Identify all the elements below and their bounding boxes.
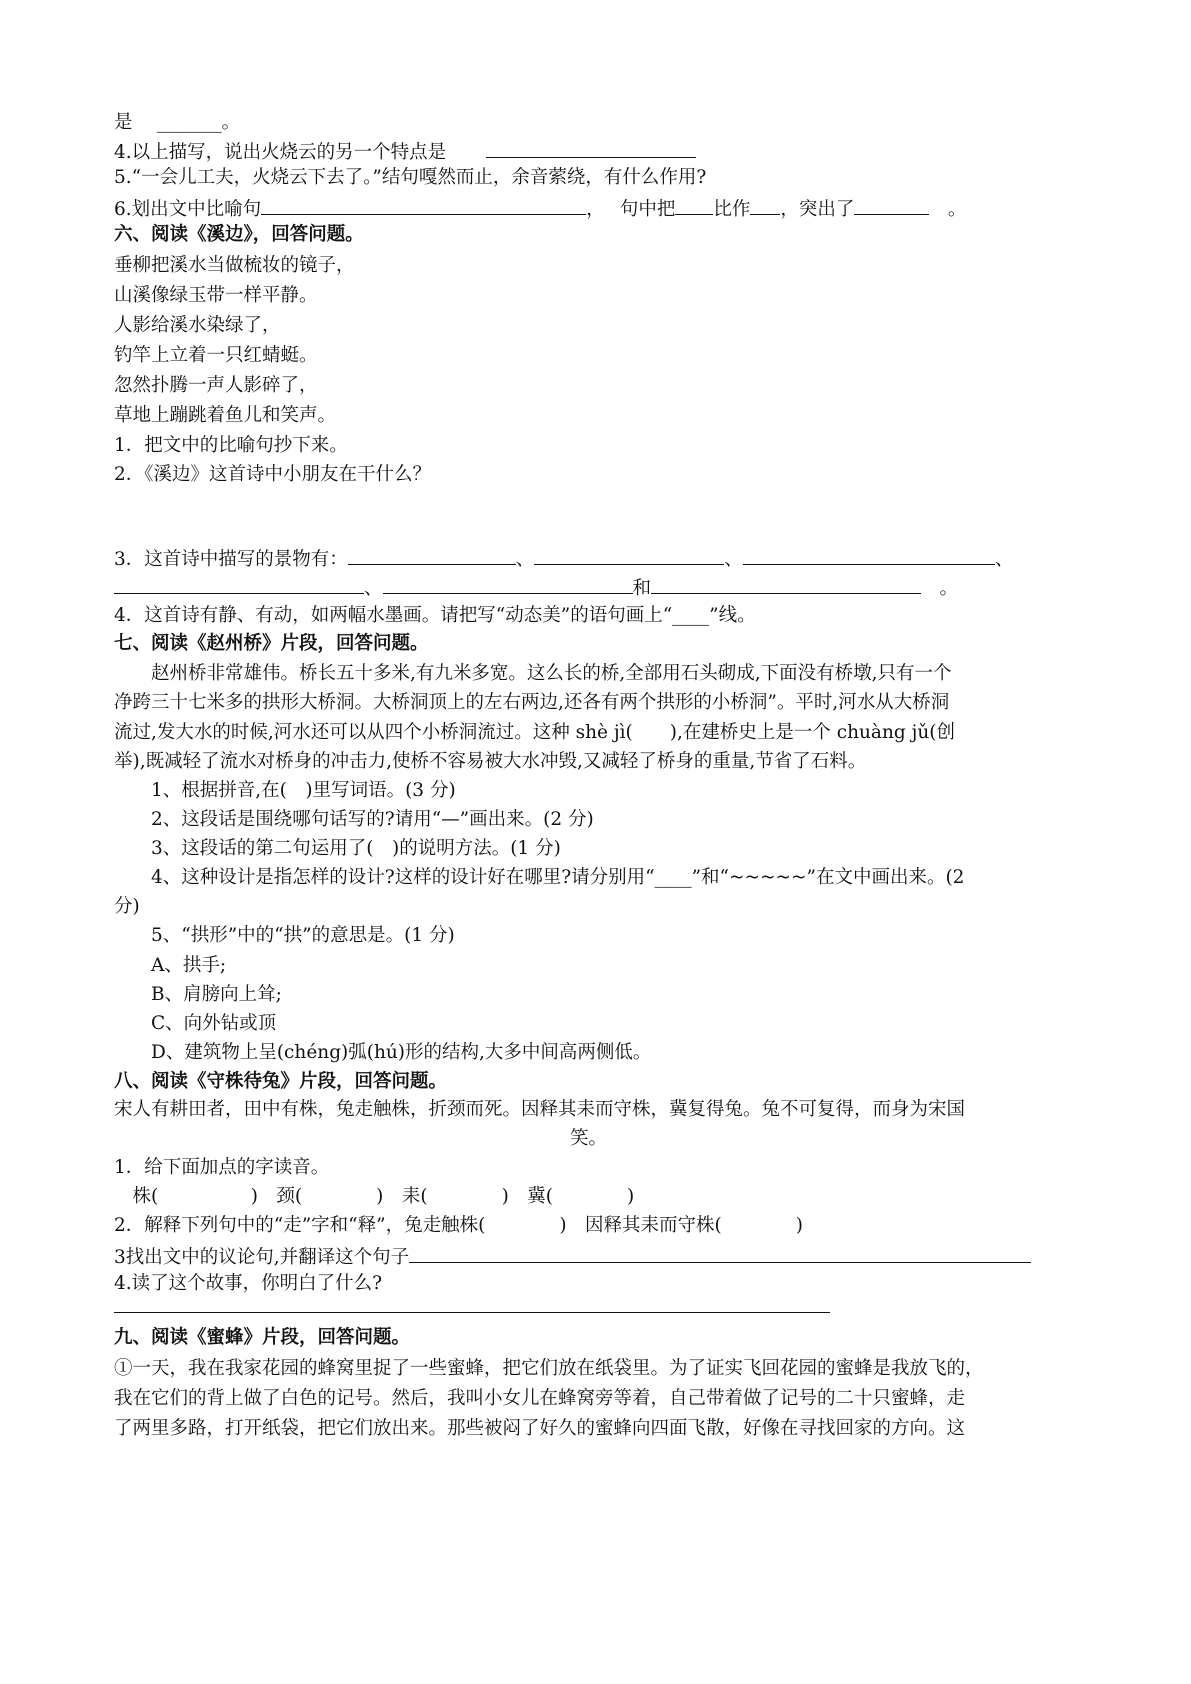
s8-text-cont: 笑。 [570,1128,608,1149]
s8-question-4: 4.读了这个故事，你明白了什么? [114,1273,383,1294]
s6-poem-line: 垂柳把溪水当做梳妆的镜子， [114,255,355,276]
s7-paragraph-line: 净跨三十七米多的拱形大桥洞。大桥洞顶上的左右两边,还各有两个拱形的小桥洞”。平时,河水从大桥洞 [114,692,950,713]
s7-paragraph-line: 赵州桥非常雄伟。桥长五十多米,有九米多宽。这么长的桥,全部用石头砌成,下面没有桥墩,只有一个 [114,663,952,684]
s9-title: 九、阅读《蜜蜂》片段，回答问题。 [114,1327,411,1348]
s6-title: 六、阅读《溪边》，回答问题。 [114,224,364,245]
s7-question-3: 3、这段话的第二句运用了( )的说明方法。(1 分) [114,838,561,859]
s7-option-c: C、向外钻或顶 [114,1013,277,1034]
s9-paragraph-line: 了两里多路，打开纸袋，把它们放出来。那些被闷了好久的蜜蜂向四面飞散，好像在寻找回家的方向。这 [114,1418,966,1439]
s8-question-1-blanks: 株( ) 颈( ) 耒( ) 冀( ) [114,1186,635,1207]
s5-line-0: 是 _______。 [114,112,241,133]
s8-question-2: 2．解释下列句中的“走”字和“释”，兔走触株( ) 因释其耒而守株( ) [114,1215,803,1236]
s7-option-b: B、肩膀向上耸; [114,984,282,1005]
s7-question-5: 5、“拱形”中的“拱”的意思是。(1 分) [114,925,455,946]
s6-question-4: 4．这首诗有静、有动，如两幅水墨画。请把写“动态美”的语句画上“____”线。 [114,605,756,626]
s5-question-6: 6.划出文中比喻句 ， 句中把 比作 ，突出了 。 [114,194,966,223]
s6-poem-line: 草地上蹦跳着鱼儿和笑声。 [114,405,337,426]
s6-poem-line: 忽然扑腾一声人影碎了， [114,375,318,396]
s7-question-4-cont: 分) [114,896,140,917]
s6-poem-line: 山溪像绿玉带一样平静。 [114,285,318,306]
s6-question-2: 2．《溪边》这首诗中小朋友在干什么？ [114,464,432,485]
s7-option-a: A、拱手; [114,955,227,976]
s9-paragraph-line: ①一天，我在我家花园的蜂窝里捉了一些蜜蜂，把它们放在纸袋里。为了证实飞回花园的蜜蜂是我放飞的， [114,1358,984,1379]
s7-option-d: D、建筑物上呈(chéng)弧(hú)形的结构,大多中间高两侧低。 [114,1042,652,1063]
s7-paragraph-line: 流过,发大水的时候,河水还可以从四个小桥洞流过。这种 shè jì( ),在建桥史上是一个 chuàng jǔ(创 [114,722,955,743]
s8-question-3: 3找出文中的议论句,并翻译这个句子 [114,1242,1031,1271]
s7-title: 七、阅读《赵州桥》片段，回答问题。 [114,633,429,654]
s6-question-3: 3．这首诗中描写的景物有： 、 、 、 [114,544,1013,573]
s5-question-4: 4.以上描写，说出火烧云的另一个特点是 [114,137,696,166]
s8-question-1: 1．给下面加点的字读音。 [114,1157,330,1178]
s8-answer-line [114,1312,830,1313]
s6-question-3-cont: 、 和 。 [114,573,958,602]
s7-question-1: 1、根据拼音,在( )里写词语。(3 分) [114,780,456,801]
s5-question-5: 5.“一会儿工夫，火烧云下去了。”结句嘎然而止，余音萦绕，有什么作用? [114,167,707,188]
s8-text: 宋人有耕田者，田中有株，兔走触株，折颈而死。因释其耒而守株，冀复得兔。兔不可复得，而身为宋国 [114,1099,966,1120]
s7-question-4: 4、这种设计是指怎样的设计?这样的设计好在哪里?请分别用“____”和“~~~~~”在文中画出来。(2 [114,867,965,888]
s7-paragraph-line: 举),既减轻了流水对桥身的冲击力,使桥不容易被大水冲毁,又减轻了桥身的重量,节省了石料。 [114,751,867,772]
s6-question-1: 1．把文中的比喻句抄下来。 [114,435,348,456]
s6-poem-line: 钓竿上立着一只红蜻蜓。 [114,345,318,366]
s6-poem-line: 人影给溪水染绿了， [114,315,281,336]
s9-paragraph-line: 我在它们的背上做了白色的记号。然后，我叫小女儿在蜂窝旁等着，自己带着做了记号的二十只蜜蜂，走 [114,1388,966,1409]
s8-title: 八、阅读《守株待兔》片段，回答问题。 [114,1071,448,1092]
s7-question-2: 2、这段话是围绕哪句话写的?请用“—”画出来。(2 分) [114,809,594,830]
